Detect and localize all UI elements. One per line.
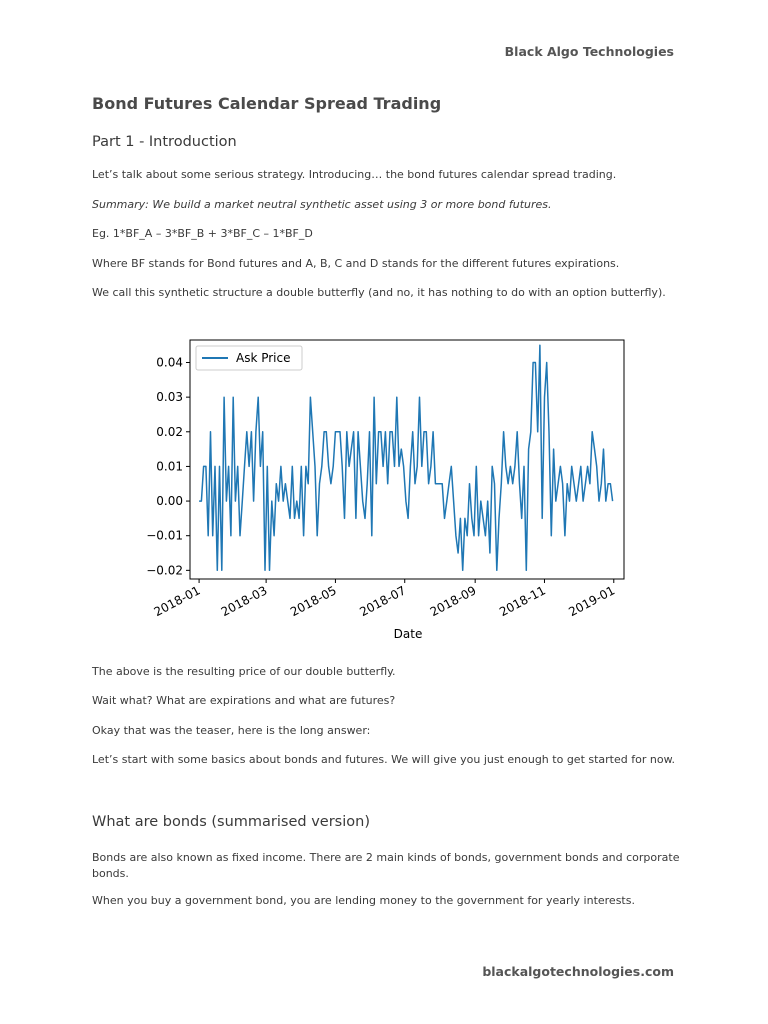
structure-paragraph: We call this synthetic structure a double butterfly (and no, it has nothing to do with an option butterfly).: [92, 286, 666, 299]
x-tick-label: 2018-05: [287, 583, 339, 620]
x-tick-label: 2018-11: [497, 583, 548, 620]
question-paragraph: Wait what? What are expirations and what are futures?: [92, 694, 396, 707]
part1-heading: Part 1 - Introduction: [92, 134, 237, 150]
header-brand: Black Algo Technologies: [504, 44, 674, 59]
basics-paragraph: Let’s start with some basics about bonds and futures. We will give you just enough to get started for now.: [92, 753, 676, 766]
government-bond-paragraph: When you buy a government bond, you are lending money to the government for yearly interests.: [92, 894, 635, 907]
x-tick-label: 2019-01: [566, 583, 618, 620]
chart-svg: [140, 332, 640, 650]
y-tick-label: 0.02: [156, 424, 183, 439]
chart-legend: [196, 346, 302, 370]
definition-paragraph: Where BF stands for Bond futures and A, B, C and D stands for the different futures expirations.: [92, 257, 620, 270]
legend-label: Ask Price: [236, 351, 291, 365]
example-formula: Eg. 1*BF_A – 3*BF_B + 3*BF_C – 1*BF_D: [92, 227, 313, 240]
bonds-heading: What are bonds (summarised version): [92, 814, 370, 830]
y-tick-label: −0.01: [146, 528, 183, 543]
bonds-intro-paragraph: Bonds are also known as fixed income. There are 2 main kinds of bonds, government bonds and corporate bonds.: [92, 851, 680, 880]
result-paragraph: The above is the resulting price of our double butterfly.: [92, 665, 396, 678]
y-tick-label: 0.01: [156, 459, 183, 474]
series-line: [199, 345, 612, 570]
x-tick-label: 2018-03: [218, 583, 270, 620]
ask-price-chart: [140, 332, 640, 650]
x-axis-label: Date: [393, 627, 423, 641]
document-title: Bond Futures Calendar Spread Trading: [92, 94, 442, 113]
summary-paragraph: Summary: We build a market neutral synthetic asset using 3 or more bond futures.: [92, 198, 552, 211]
footer-url: blackalgotechnologies.com: [482, 964, 674, 979]
x-tick-label: 2018-09: [427, 583, 479, 620]
intro-paragraph: Let’s talk about some serious strategy. Introducing… the bond futures calendar spread trading.: [92, 168, 617, 181]
x-tick-label: 2018-07: [357, 583, 409, 620]
teaser-paragraph: Okay that was the teaser, here is the long answer:: [92, 724, 371, 737]
y-tick-label: 0.03: [156, 390, 183, 405]
x-tick-label: 2018-01: [151, 583, 203, 620]
y-tick-label: 0.00: [156, 494, 183, 509]
y-tick-label: 0.04: [156, 355, 183, 370]
y-tick-label: −0.02: [146, 563, 183, 578]
